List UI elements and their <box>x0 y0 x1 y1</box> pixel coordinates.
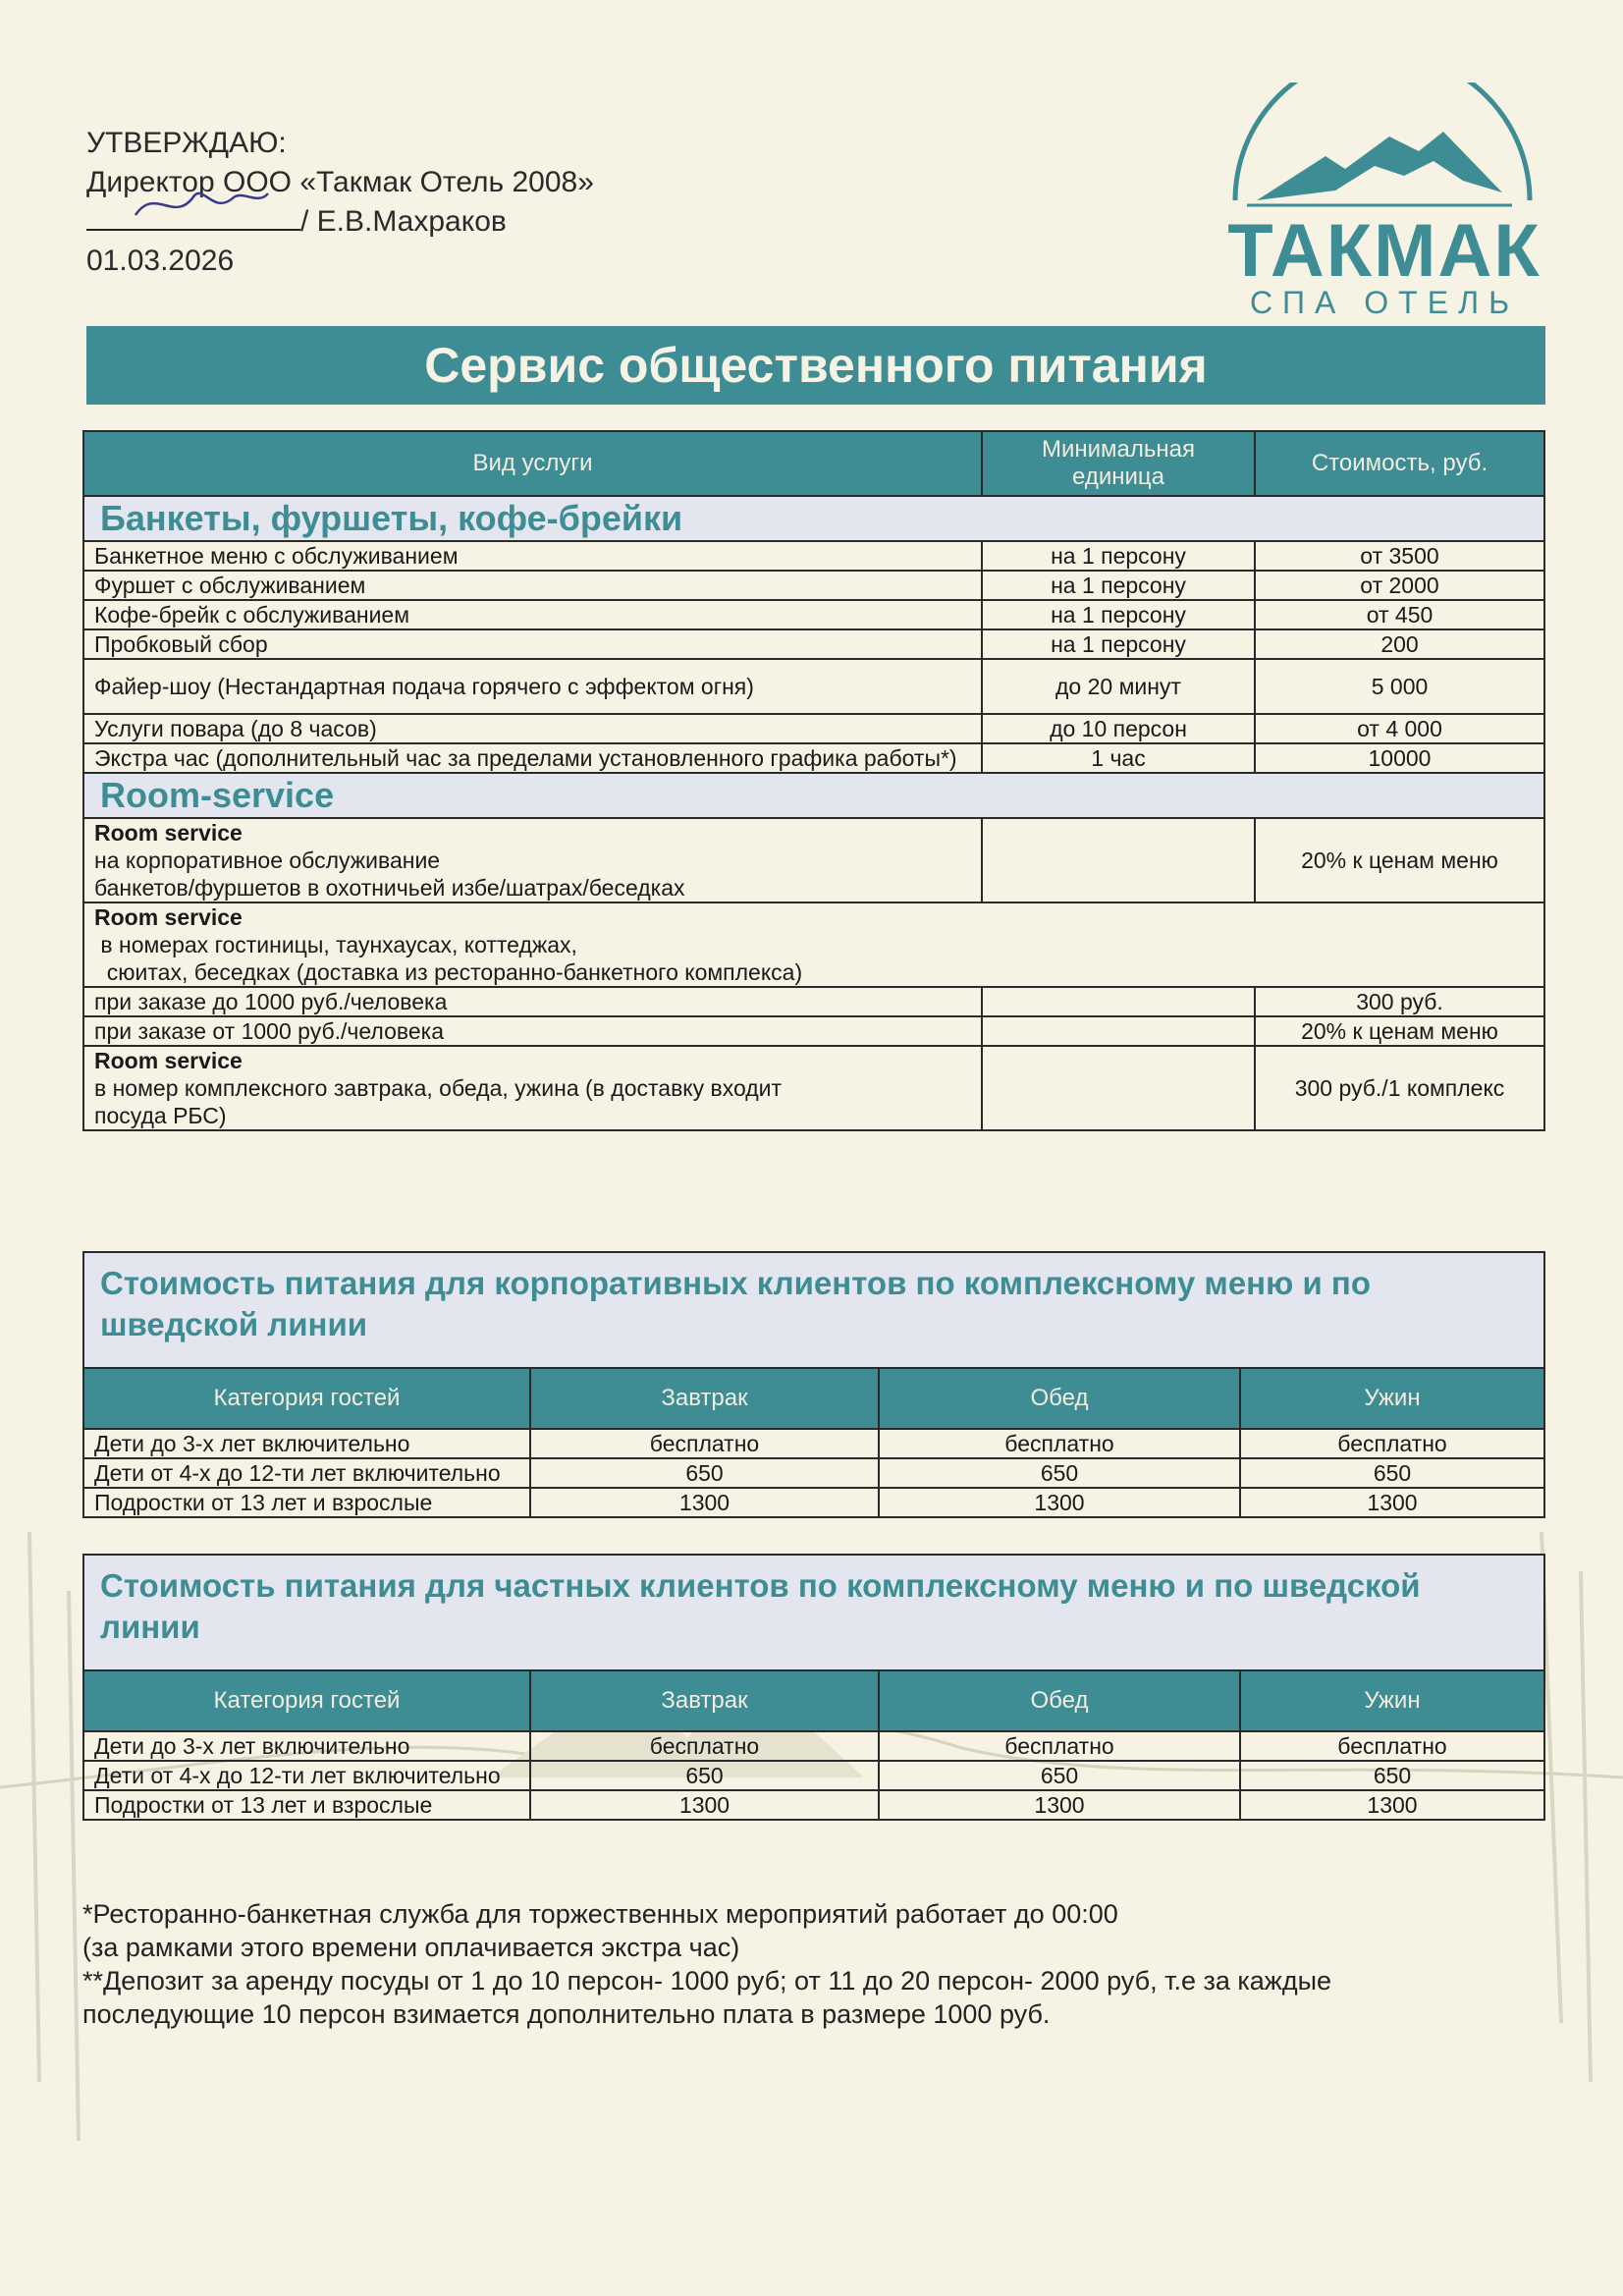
table-row <box>83 659 1544 714</box>
table-row <box>83 1046 1544 1130</box>
service-price: 200 <box>1255 629 1544 659</box>
room-service-text: в номерах гостиницы, таунхаусах, коттеджах, <box>94 932 577 957</box>
service-name: при заказе до 1000 руб./человека <box>83 987 982 1016</box>
section-room-service: Room-service <box>83 773 1544 818</box>
room-service-text: сюитах, беседках (доставка из ресторанно-банкетного комплекса) <box>94 959 803 985</box>
logo-subtitle: СПА ОТЕЛЬ <box>1249 285 1520 320</box>
guest-category: Подростки от 13 лет и взрослые <box>83 1488 530 1517</box>
header-lunch: Обед <box>879 1670 1240 1731</box>
header-breakfast: Завтрак <box>530 1368 879 1429</box>
signature-field <box>86 207 300 231</box>
empty-cell <box>982 818 1255 902</box>
private-table <box>82 1554 1545 1821</box>
dinner-price: 650 <box>1240 1761 1544 1790</box>
table-title-row <box>83 1252 1544 1368</box>
room-service-hotel <box>83 902 1544 987</box>
guest-category: Дети от 4-х до 12-ти лет включительно <box>83 1761 530 1790</box>
approval-block <box>86 124 594 281</box>
room-service-text: посуда РБС) <box>94 1103 227 1128</box>
service-price: от 450 <box>1255 600 1544 629</box>
service-price: 20% к ценам меню <box>1255 1016 1544 1046</box>
breakfast-price: 1300 <box>530 1488 879 1517</box>
empty-cell <box>982 1046 1255 1130</box>
service-name: Файер-шоу (Нестандартная подача горячего с эффектом огня) <box>83 659 982 714</box>
table-row <box>83 600 1544 629</box>
table-row <box>83 1731 1544 1761</box>
service-unit: до 10 персон <box>982 714 1255 743</box>
service-price: 5 000 <box>1255 659 1544 714</box>
room-service-text: банкетов/фуршетов в охотничьей избе/шатрах/беседках <box>94 875 685 901</box>
section-banquet: Банкеты, фуршеты, кофе-брейки <box>83 496 1544 541</box>
page-title: Сервис общественного питания <box>86 326 1545 405</box>
room-service-text: в номер комплексного завтрака, обеда, ужина (в доставку входит <box>94 1075 783 1101</box>
service-price: 300 руб./1 комплекс <box>1255 1046 1544 1130</box>
breakfast-price: 650 <box>530 1458 879 1488</box>
section-row <box>83 773 1544 818</box>
logo-name: ТАКМАК <box>1227 209 1542 293</box>
breakfast-price: бесплатно <box>530 1429 879 1458</box>
table-row <box>83 1458 1544 1488</box>
table-row <box>83 714 1544 743</box>
dinner-price: бесплатно <box>1240 1429 1544 1458</box>
service-unit: на 1 персону <box>982 629 1255 659</box>
empty-cell <box>982 987 1255 1016</box>
room-service-title: Room service <box>94 820 243 846</box>
table-row <box>83 1016 1544 1046</box>
header-breakfast: Завтрак <box>530 1670 879 1731</box>
table-row <box>83 541 1544 571</box>
dinner-price: 650 <box>1240 1458 1544 1488</box>
header-unit: Минимальная единица <box>982 431 1255 496</box>
corporate-table <box>82 1251 1545 1518</box>
table-row <box>83 629 1544 659</box>
service-price: от 2000 <box>1255 571 1544 600</box>
table-row <box>83 1488 1544 1517</box>
footnote-line: *Ресторанно-банкетная служба для торжественных мероприятий работает до 00:00 <box>82 1899 1118 1929</box>
services-table <box>82 430 1545 1131</box>
section-row <box>83 496 1544 541</box>
header-price: Стоимость, руб. <box>1255 431 1544 496</box>
guest-category: Дети от 4-х до 12-ти лет включительно <box>83 1458 530 1488</box>
header-category: Категория гостей <box>83 1368 530 1429</box>
service-name: Экстра час (дополнительный час за пределами установленного графика работы*) <box>83 743 982 773</box>
service-price: 10000 <box>1255 743 1544 773</box>
table-header-row <box>83 1670 1544 1731</box>
dinner-price: 1300 <box>1240 1488 1544 1517</box>
lunch-price: 1300 <box>879 1488 1240 1517</box>
header-dinner: Ужин <box>1240 1670 1544 1731</box>
approval-heading: УТВЕРЖДАЮ: <box>86 127 287 159</box>
service-unit: до 20 минут <box>982 659 1255 714</box>
table-row <box>83 1429 1544 1458</box>
lunch-price: 650 <box>879 1761 1240 1790</box>
table-row <box>83 902 1544 987</box>
header-category: Категория гостей <box>83 1670 530 1731</box>
table-row <box>83 571 1544 600</box>
header-lunch: Обед <box>879 1368 1240 1429</box>
service-name: Фуршет с обслуживанием <box>83 571 982 600</box>
breakfast-price: 650 <box>530 1761 879 1790</box>
room-service-title: Room service <box>94 1048 243 1073</box>
guest-category: Подростки от 13 лет и взрослые <box>83 1790 530 1820</box>
room-service-meals <box>83 1046 982 1130</box>
service-name: Кофе-брейк с обслуживанием <box>83 600 982 629</box>
service-name: Услуги повара (до 8 часов) <box>83 714 982 743</box>
table-row <box>83 1790 1544 1820</box>
approval-name: / Е.В.Махраков <box>300 205 507 238</box>
empty-cell <box>982 1016 1255 1046</box>
corporate-title: Стоимость питания для корпоративных клиентов по комплексному меню и по шведской линии <box>83 1252 1544 1368</box>
service-unit: на 1 персону <box>982 600 1255 629</box>
breakfast-price: бесплатно <box>530 1731 879 1761</box>
guest-category: Дети до 3-х лет включительно <box>83 1731 530 1761</box>
table-row <box>83 743 1544 773</box>
room-service-corporate <box>83 818 982 902</box>
table-row <box>83 987 1544 1016</box>
table-row <box>83 1761 1544 1790</box>
footnotes <box>82 1897 1555 2031</box>
lunch-price: бесплатно <box>879 1731 1240 1761</box>
table-header-row <box>83 1368 1544 1429</box>
services-header-row <box>83 431 1544 496</box>
table-row <box>83 818 1544 902</box>
footnote-line: **Депозит за аренду посуды от 1 до 10 персон- 1000 руб; от 11 до 20 персон- 2000 руб, т.е за каждые <box>82 1966 1332 1995</box>
service-name: Банкетное меню с обслуживанием <box>83 541 982 571</box>
breakfast-price: 1300 <box>530 1790 879 1820</box>
approval-date: 01.03.2026 <box>86 245 235 277</box>
lunch-price: 1300 <box>879 1790 1240 1820</box>
lunch-price: бесплатно <box>879 1429 1240 1458</box>
dinner-price: 1300 <box>1240 1790 1544 1820</box>
service-price: 20% к ценам меню <box>1255 818 1544 902</box>
lunch-price: 650 <box>879 1458 1240 1488</box>
room-service-text: на корпоративное обслуживание <box>94 847 441 873</box>
room-service-title: Room service <box>94 904 243 930</box>
footnote-line: последующие 10 персон взимается дополнительно плата в размере 1000 руб. <box>82 1999 1051 2029</box>
approval-director: Директор ООО «Такмак Отель 2008» <box>86 166 594 198</box>
dinner-price: бесплатно <box>1240 1731 1544 1761</box>
service-price: 300 руб. <box>1255 987 1544 1016</box>
signature-mark <box>126 186 273 225</box>
footnote-line: (за рамками этого времени оплачивается экстра час) <box>82 1933 740 1962</box>
service-unit: на 1 персону <box>982 571 1255 600</box>
guest-category: Дети до 3-х лет включительно <box>83 1429 530 1458</box>
service-name: при заказе от 1000 руб./человека <box>83 1016 982 1046</box>
service-unit: 1 час <box>982 743 1255 773</box>
service-price: от 3500 <box>1255 541 1544 571</box>
table-title-row <box>83 1555 1544 1670</box>
private-title: Стоимость питания для частных клиентов по комплексному меню и по шведской линии <box>83 1555 1544 1670</box>
service-unit: на 1 персону <box>982 541 1255 571</box>
service-price: от 4 000 <box>1255 714 1544 743</box>
service-name: Пробковый сбор <box>83 629 982 659</box>
approval-signature-line <box>86 202 594 242</box>
header-service: Вид услуги <box>83 431 982 496</box>
header-dinner: Ужин <box>1240 1368 1544 1429</box>
